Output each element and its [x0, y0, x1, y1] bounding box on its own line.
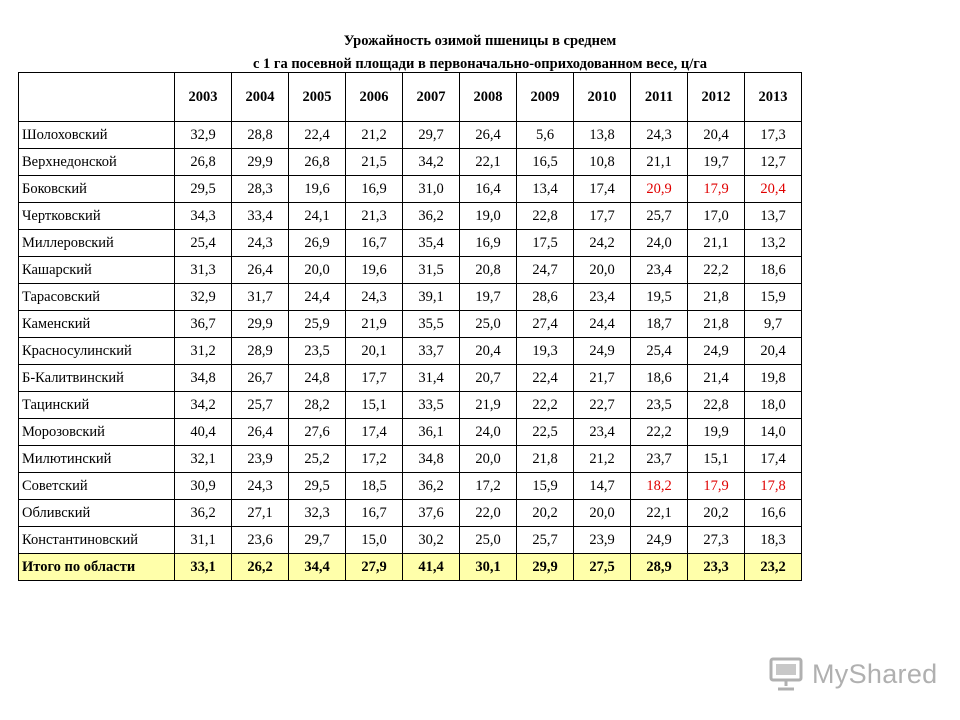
yield-cell: 23,4	[574, 419, 631, 446]
yield-cell: 31,1	[175, 527, 232, 554]
yield-cell: 21,8	[688, 284, 745, 311]
yield-cell: 13,4	[517, 176, 574, 203]
yield-cell: 17,4	[574, 176, 631, 203]
total-cell: 27,9	[346, 554, 403, 581]
yield-cell: 33,7	[403, 338, 460, 365]
table-row	[19, 149, 802, 176]
yield-cell: 10,8	[574, 149, 631, 176]
yield-cell: 20,0	[574, 257, 631, 284]
yield-cell: 25,9	[289, 311, 346, 338]
year-header: 2006	[346, 73, 403, 122]
table-row	[19, 203, 802, 230]
year-header: 2013	[745, 73, 802, 122]
yield-cell: 22,4	[289, 122, 346, 149]
yield-cell: 15,1	[346, 392, 403, 419]
yield-cell: 36,2	[175, 500, 232, 527]
yield-cell: 27,1	[232, 500, 289, 527]
yield-cell: 27,3	[688, 527, 745, 554]
yield-cell: 22,7	[574, 392, 631, 419]
yield-cell: 23,5	[631, 392, 688, 419]
table-row	[19, 311, 802, 338]
yield-cell: 24,0	[631, 230, 688, 257]
yield-cell: 29,5	[175, 176, 232, 203]
yield-cell: 20,4	[745, 338, 802, 365]
district-name: Константиновский	[19, 527, 175, 554]
yield-cell: 22,1	[460, 149, 517, 176]
yield-cell: 16,9	[346, 176, 403, 203]
yield-cell: 22,2	[631, 419, 688, 446]
yield-cell: 26,8	[175, 149, 232, 176]
yield-cell: 17,3	[745, 122, 802, 149]
watermark	[768, 654, 937, 694]
yield-cell: 34,8	[175, 365, 232, 392]
yield-cell: 26,4	[232, 419, 289, 446]
yield-cell: 24,3	[346, 284, 403, 311]
yield-cell: 20,2	[517, 500, 574, 527]
table-row	[19, 338, 802, 365]
table-row	[19, 527, 802, 554]
yield-cell: 27,6	[289, 419, 346, 446]
document-title	[0, 30, 960, 76]
yield-cell: 24,3	[232, 230, 289, 257]
yield-cell: 24,4	[574, 311, 631, 338]
total-cell: 28,9	[631, 554, 688, 581]
yield-cell: 22,5	[517, 419, 574, 446]
yield-cell: 16,5	[517, 149, 574, 176]
yield-cell: 24,0	[460, 419, 517, 446]
table-row	[19, 257, 802, 284]
yield-cell: 22,1	[631, 500, 688, 527]
yield-cell: 15,9	[745, 284, 802, 311]
yield-cell: 18,7	[631, 311, 688, 338]
yield-cell: 29,7	[289, 527, 346, 554]
yield-cell: 22,8	[688, 392, 745, 419]
district-name: Кашарский	[19, 257, 175, 284]
total-cell: 30,1	[460, 554, 517, 581]
yield-cell: 40,4	[175, 419, 232, 446]
yield-cell: 20,0	[574, 500, 631, 527]
yield-cell: 35,4	[403, 230, 460, 257]
yield-cell: 17,2	[460, 473, 517, 500]
yield-cell: 34,2	[175, 392, 232, 419]
yield-cell: 21,2	[574, 446, 631, 473]
yield-cell: 17,9	[688, 176, 745, 203]
yield-cell: 25,0	[460, 311, 517, 338]
yield-cell: 28,2	[289, 392, 346, 419]
yield-cell: 23,5	[289, 338, 346, 365]
yield-cell: 36,2	[403, 203, 460, 230]
yield-cell: 23,6	[232, 527, 289, 554]
table-row	[19, 500, 802, 527]
yield-cell: 28,6	[517, 284, 574, 311]
yield-cell: 25,4	[175, 230, 232, 257]
yield-cell: 35,5	[403, 311, 460, 338]
yield-table	[18, 72, 802, 581]
yield-cell: 21,9	[460, 392, 517, 419]
year-header: 2004	[232, 73, 289, 122]
yield-cell: 22,0	[460, 500, 517, 527]
yield-cell: 24,1	[289, 203, 346, 230]
yield-cell: 18,6	[631, 365, 688, 392]
year-header: 2010	[574, 73, 631, 122]
yield-cell: 20,0	[460, 446, 517, 473]
yield-cell: 17,0	[688, 203, 745, 230]
yield-cell: 22,2	[688, 257, 745, 284]
table-row	[19, 473, 802, 500]
yield-cell: 16,7	[346, 500, 403, 527]
yield-cell: 19,9	[688, 419, 745, 446]
yield-cell: 21,7	[574, 365, 631, 392]
table-row	[19, 446, 802, 473]
header-row	[19, 73, 802, 122]
year-header: 2008	[460, 73, 517, 122]
yield-cell: 26,7	[232, 365, 289, 392]
yield-cell: 17,7	[574, 203, 631, 230]
yield-cell: 31,5	[403, 257, 460, 284]
yield-cell: 24,9	[631, 527, 688, 554]
total-cell: 23,2	[745, 554, 802, 581]
yield-cell: 13,8	[574, 122, 631, 149]
year-header: 2007	[403, 73, 460, 122]
yield-cell: 20,8	[460, 257, 517, 284]
table-row	[19, 176, 802, 203]
yield-cell: 19,0	[460, 203, 517, 230]
yield-cell: 16,4	[460, 176, 517, 203]
total-cell: 23,3	[688, 554, 745, 581]
yield-cell: 21,3	[346, 203, 403, 230]
table-row	[19, 419, 802, 446]
yield-cell: 24,7	[517, 257, 574, 284]
yield-cell: 5,6	[517, 122, 574, 149]
district-name: Чертковский	[19, 203, 175, 230]
yield-cell: 32,9	[175, 122, 232, 149]
yield-cell: 29,5	[289, 473, 346, 500]
yield-cell: 15,0	[346, 527, 403, 554]
yield-cell: 16,6	[745, 500, 802, 527]
yield-cell: 17,4	[745, 446, 802, 473]
corner-cell	[19, 73, 175, 122]
yield-cell: 20,2	[688, 500, 745, 527]
yield-cell: 26,4	[232, 257, 289, 284]
yield-cell: 23,7	[631, 446, 688, 473]
yield-cell: 19,6	[346, 257, 403, 284]
yield-cell: 21,1	[631, 149, 688, 176]
yield-cell: 31,0	[403, 176, 460, 203]
yield-cell: 23,4	[631, 257, 688, 284]
yield-cell: 21,2	[346, 122, 403, 149]
yield-cell: 29,9	[232, 149, 289, 176]
district-name: Миллеровский	[19, 230, 175, 257]
yield-cell: 17,9	[688, 473, 745, 500]
district-name: Боковский	[19, 176, 175, 203]
yield-cell: 21,1	[688, 230, 745, 257]
yield-cell: 20,9	[631, 176, 688, 203]
yield-cell: 32,3	[289, 500, 346, 527]
total-cell: 34,4	[289, 554, 346, 581]
total-row	[19, 554, 802, 581]
presentation-board-icon	[768, 656, 804, 692]
yield-cell: 24,2	[574, 230, 631, 257]
district-name: Шолоховский	[19, 122, 175, 149]
yield-cell: 13,2	[745, 230, 802, 257]
yield-cell: 27,4	[517, 311, 574, 338]
yield-cell: 22,8	[517, 203, 574, 230]
yield-cell: 14,7	[574, 473, 631, 500]
yield-cell: 24,3	[631, 122, 688, 149]
yield-cell: 17,5	[517, 230, 574, 257]
yield-cell: 39,1	[403, 284, 460, 311]
yield-cell: 24,8	[289, 365, 346, 392]
yield-cell: 32,1	[175, 446, 232, 473]
year-header: 2005	[289, 73, 346, 122]
yield-cell: 21,8	[688, 311, 745, 338]
yield-cell: 30,9	[175, 473, 232, 500]
yield-cell: 25,7	[232, 392, 289, 419]
year-header: 2012	[688, 73, 745, 122]
total-label: Итого по области	[19, 554, 175, 581]
yield-cell: 20,4	[745, 176, 802, 203]
yield-cell: 19,7	[688, 149, 745, 176]
year-header: 2009	[517, 73, 574, 122]
district-name: Б-Калитвинский	[19, 365, 175, 392]
yield-cell: 24,4	[289, 284, 346, 311]
district-name: Тарасовский	[19, 284, 175, 311]
yield-cell: 36,7	[175, 311, 232, 338]
yield-cell: 24,9	[574, 338, 631, 365]
yield-cell: 19,7	[460, 284, 517, 311]
yield-cell: 12,7	[745, 149, 802, 176]
yield-cell: 25,7	[517, 527, 574, 554]
yield-cell: 25,2	[289, 446, 346, 473]
yield-cell: 22,2	[517, 392, 574, 419]
yield-cell: 30,2	[403, 527, 460, 554]
yield-cell: 14,0	[745, 419, 802, 446]
yield-cell: 21,8	[517, 446, 574, 473]
yield-cell: 21,5	[346, 149, 403, 176]
yield-cell: 26,4	[460, 122, 517, 149]
yield-cell: 33,4	[232, 203, 289, 230]
yield-cell: 19,5	[631, 284, 688, 311]
table-body	[19, 122, 802, 581]
yield-cell: 17,8	[745, 473, 802, 500]
yield-cell: 23,9	[232, 446, 289, 473]
yield-cell: 23,9	[574, 527, 631, 554]
total-cell: 27,5	[574, 554, 631, 581]
yield-cell: 25,0	[460, 527, 517, 554]
yield-cell: 16,7	[346, 230, 403, 257]
yield-cell: 25,7	[631, 203, 688, 230]
district-name: Верхнедонской	[19, 149, 175, 176]
yield-cell: 18,0	[745, 392, 802, 419]
yield-cell: 20,4	[460, 338, 517, 365]
table-row	[19, 284, 802, 311]
yield-cell: 32,9	[175, 284, 232, 311]
yield-cell: 9,7	[745, 311, 802, 338]
yield-cell: 31,7	[232, 284, 289, 311]
yield-cell: 20,1	[346, 338, 403, 365]
total-cell: 33,1	[175, 554, 232, 581]
total-cell: 41,4	[403, 554, 460, 581]
yield-cell: 18,6	[745, 257, 802, 284]
district-name: Обливский	[19, 500, 175, 527]
yield-cell: 19,8	[745, 365, 802, 392]
yield-cell: 15,1	[688, 446, 745, 473]
year-header: 2003	[175, 73, 232, 122]
yield-cell: 18,5	[346, 473, 403, 500]
yield-cell: 13,7	[745, 203, 802, 230]
yield-cell: 20,7	[460, 365, 517, 392]
table-row	[19, 230, 802, 257]
total-cell: 26,2	[232, 554, 289, 581]
year-header: 2011	[631, 73, 688, 122]
title-line-1: Урожайность озимой пшеницы в среднем	[343, 33, 617, 49]
yield-cell: 18,3	[745, 527, 802, 554]
yield-cell: 23,4	[574, 284, 631, 311]
yield-cell: 29,7	[403, 122, 460, 149]
watermark-text: MyShared	[812, 658, 938, 689]
yield-cell: 16,9	[460, 230, 517, 257]
district-name: Каменский	[19, 311, 175, 338]
yield-cell: 26,9	[289, 230, 346, 257]
yield-cell: 17,2	[346, 446, 403, 473]
yield-cell: 34,2	[403, 149, 460, 176]
table-row	[19, 365, 802, 392]
yield-cell: 20,4	[688, 122, 745, 149]
yield-cell: 15,9	[517, 473, 574, 500]
yield-cell: 36,1	[403, 419, 460, 446]
district-name: Красносулинский	[19, 338, 175, 365]
yield-cell: 17,4	[346, 419, 403, 446]
yield-cell: 25,4	[631, 338, 688, 365]
yield-cell: 21,9	[346, 311, 403, 338]
yield-cell: 18,2	[631, 473, 688, 500]
yield-cell: 31,2	[175, 338, 232, 365]
yield-cell: 36,2	[403, 473, 460, 500]
district-name: Советский	[19, 473, 175, 500]
district-name: Морозовский	[19, 419, 175, 446]
yield-cell: 26,8	[289, 149, 346, 176]
yield-cell: 34,3	[175, 203, 232, 230]
title-line-2: с 1 га посевной площади в первоначально-оприходованном весе, ц/га	[252, 56, 708, 72]
yield-cell: 34,8	[403, 446, 460, 473]
yield-cell: 29,9	[232, 311, 289, 338]
yield-cell: 17,7	[346, 365, 403, 392]
yield-cell: 22,4	[517, 365, 574, 392]
yield-cell: 19,6	[289, 176, 346, 203]
yield-cell: 28,3	[232, 176, 289, 203]
yield-cell: 28,9	[232, 338, 289, 365]
district-name: Тацинский	[19, 392, 175, 419]
total-cell: 29,9	[517, 554, 574, 581]
table-row	[19, 122, 802, 149]
district-name: Милютинский	[19, 446, 175, 473]
yield-cell: 21,4	[688, 365, 745, 392]
yield-cell: 20,0	[289, 257, 346, 284]
yield-cell: 37,6	[403, 500, 460, 527]
yield-cell: 24,3	[232, 473, 289, 500]
yield-cell: 31,4	[403, 365, 460, 392]
yield-cell: 24,9	[688, 338, 745, 365]
yield-cell: 33,5	[403, 392, 460, 419]
yield-cell: 31,3	[175, 257, 232, 284]
yield-cell: 28,8	[232, 122, 289, 149]
yield-cell: 19,3	[517, 338, 574, 365]
table-row	[19, 392, 802, 419]
